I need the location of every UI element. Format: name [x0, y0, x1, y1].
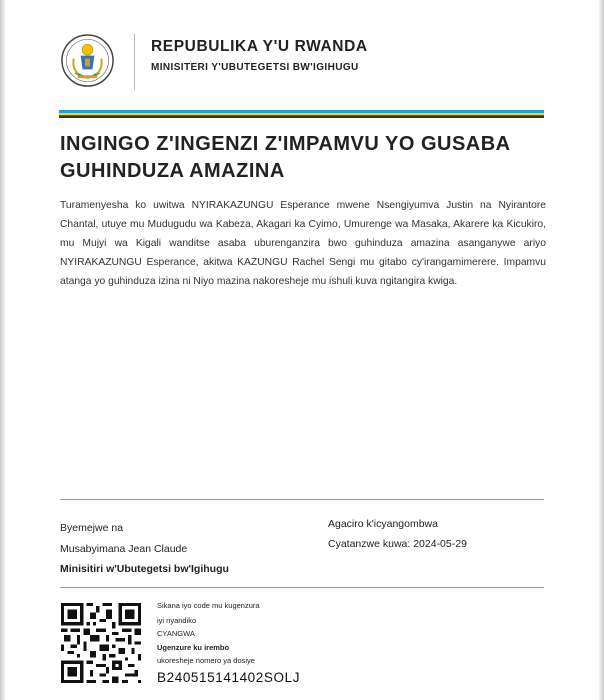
divider-bottom — [60, 587, 544, 588]
approved-by-label: Byemejwe na — [60, 522, 124, 534]
header-divider — [134, 34, 135, 90]
page-edge-left — [0, 0, 5, 700]
verification-qr-code[interactable] — [61, 603, 141, 683]
printed-date: Cyatanzwe kuwa: 2024-05-29 — [328, 538, 467, 550]
document-title: INGINGO Z'INGENZI Z'IMPAMVU YO GUSABA GUHINDUZA AMAZINA — [60, 133, 510, 182]
verify-instruction-line4: Ugenzure ku irembo — [157, 643, 230, 652]
application-reference-number: B240515141402SOLJ — [157, 670, 301, 685]
verify-instruction-or: CYANGWA — [157, 629, 195, 638]
ministry-name: MINISITERI Y'UBUTEGETSI BW'IGIHUGU — [151, 62, 359, 73]
divider-top — [60, 499, 544, 500]
page-edge-right — [599, 0, 604, 700]
validity-label: Agaciro k'icyangombwa — [328, 518, 438, 530]
document-body: Turamenyesha ko uwitwa NYIRAKAZUNGU Esperance mwene Nsengiyumva Justin na Nyirantore Chantal, utuye mu Mudugudu wa Kabeza, Akagari ka Cyimo, Umurenge wa Masaka, Akarere ka Kicukiro, mu Mujyi wa Kigali wanditse asaba uburenganzira bwo guhinduza amazina asanganywe ariyo NYIRAKAZUNGU Esperance, akitwa KAZUNGU Rachel Sengi mu gitabo cy'irangamimerere. Impamvu atanga yo guhinduza izina ni Niyo mazina nakoresheje mu ishuli kuva ngitangira kwiga. — [60, 200, 546, 287]
national-colors-bar — [59, 110, 544, 118]
verify-instruction-line1: Sikana iyo code mu kugenzura — [157, 601, 260, 610]
verify-instruction-line5: ukoresheje nomero ya dosiye — [157, 656, 255, 665]
verify-instruction-line2: iyi nyandiko — [157, 616, 197, 625]
approver-name: Musabyimana Jean Claude — [60, 543, 188, 555]
approver-title: Minisitiri w'Ubutegetsi bw'Igihugu — [60, 563, 229, 575]
republic-name: REPUBULIKA Y'U RWANDA — [151, 38, 368, 55]
rwanda-coat-of-arms-icon — [60, 33, 115, 88]
